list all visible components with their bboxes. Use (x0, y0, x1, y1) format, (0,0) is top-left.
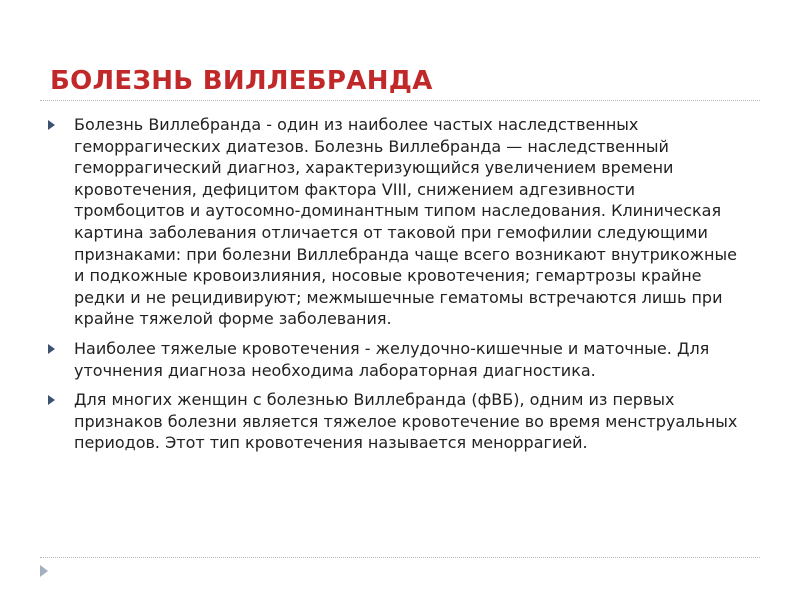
bullet-text: Наиболее тяжелые кровотечения - желудочно-кишечные и маточные. Для уточнения диагноза необходима лабораторная диагностика. (74, 338, 710, 380)
triangle-bullet-icon (48, 120, 55, 130)
list-item (44, 389, 750, 454)
bullet-list (44, 114, 750, 462)
list-item (44, 114, 750, 330)
triangle-bullet-icon (48, 395, 55, 405)
triangle-nav-icon[interactable] (40, 565, 48, 577)
bullet-text: Болезнь Виллебранда - один из наиболее частых наследственных геморрагических диатезов. Болезнь Виллебранда — наследственный геморрагический диагноз, характеризующийся увеличением времени кровотечения, дефицитом фактора VIII, снижением адгезивности тромбоцитов и аутосомно-доминантным типом наследования. Клиническая картина заболевания отличается от таковой при гемофилии следующими признаками: при болезни Виллебранда чаще всего возникают внутрикожные и подкожные кровоизлияния, носовые кровотечения; гемартрозы крайне редки и не рецидивируют; межмышечные гематомы встречаются лишь при крайне тяжелой форме заболевания. (74, 115, 737, 329)
bullet-text: Для многих женщин с болезнью Виллебранда (фВБ), одним из первых признаков болезни является тяжелое кровотечение во время менструальных периодов. Этот тип кровотечения называется меноррагией. (74, 390, 738, 453)
footer-divider (40, 557, 760, 558)
title-divider (40, 100, 760, 101)
slide-title: БОЛЕЗНЬ ВИЛЛЕБРАНДА (50, 66, 433, 96)
triangle-bullet-icon (48, 344, 55, 354)
list-item (44, 338, 750, 381)
